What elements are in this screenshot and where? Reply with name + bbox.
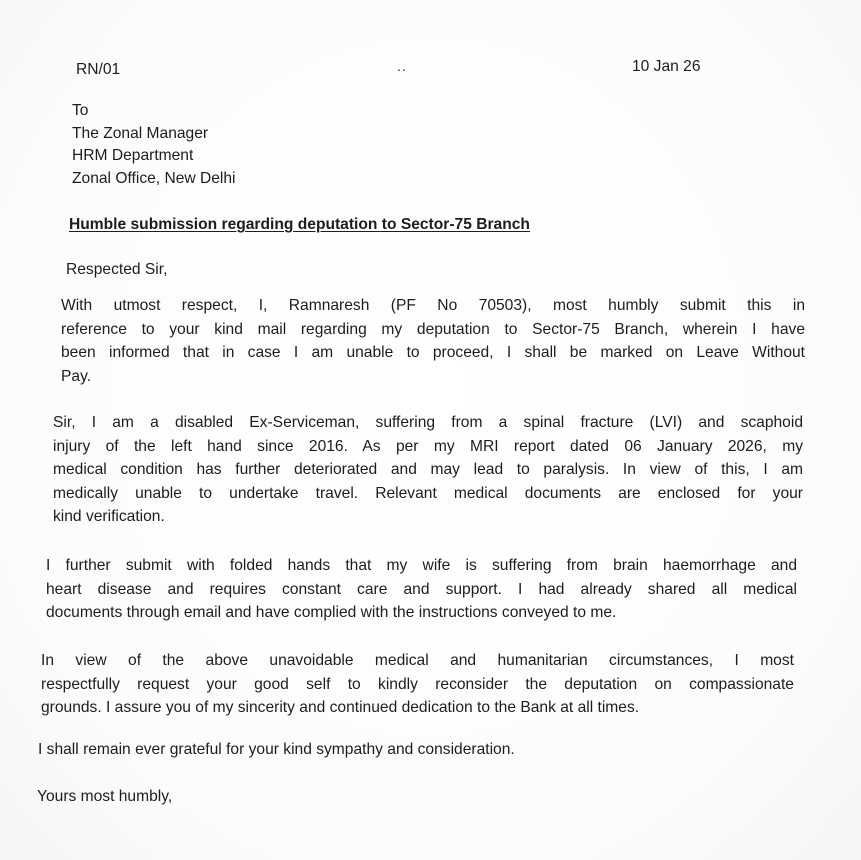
- paragraph-line: been informed that in case I am unable to proceed, I shall be marked on Leave Without: [61, 344, 805, 361]
- paragraph-line: documents through email and have complied with the instructions conveyed to me.: [46, 604, 617, 621]
- paragraph-line: respectfully request your good self to kindly reconsider the deputation on compassionate: [41, 675, 794, 693]
- paragraph-line: reference to your kind mail regarding my deputation to Sector-75 Branch, wherein I have: [61, 320, 805, 338]
- address-line: The Zonal Manager: [72, 124, 209, 142]
- paragraph-line: Sir, I am a disabled Ex-Serviceman, suffering from a spinal fracture (LVI) and scaphoid: [53, 414, 803, 431]
- paragraph-line: With utmost respect, I, Ramnaresh (PF No 70503), most humbly submit this in: [61, 297, 805, 314]
- paragraph-line: I shall remain ever grateful for your kind sympathy and consideration.: [38, 741, 515, 758]
- paragraph-line: I further submit with folded hands that my wife is suffering from brain haemorrhage and: [46, 557, 797, 574]
- closing-line: Yours most humbly,: [37, 788, 173, 805]
- paragraph: [41, 649, 794, 720]
- paragraph: [46, 554, 797, 625]
- paragraph-line: injury of the left hand since 2016. As per my MRI report dated 06 January 2026, my: [53, 437, 803, 455]
- subject-line: Humble submission regarding deputation to Sector-75 Branch: [69, 216, 530, 233]
- salutation: Respected Sir,: [66, 261, 168, 278]
- paragraph: [61, 294, 805, 388]
- paragraph-line: medically unable to undertake travel. Relevant medical documents are enclosed for your: [53, 484, 803, 502]
- address-line: Zonal Office, New Delhi: [72, 169, 236, 187]
- paragraph: [38, 738, 515, 762]
- header-mark: ..: [397, 58, 407, 74]
- paragraph-line: heart disease and requires constant care and support. I had already shared all medical: [46, 580, 797, 598]
- address-line: HRM Department: [72, 147, 194, 164]
- paragraph-line: medical condition has further deteriorated and may lead to paralysis. In view of this, I am: [53, 461, 803, 478]
- paragraph-line: In view of the above unavoidable medical and humanitarian circumstances, I most: [41, 652, 794, 669]
- paragraph: [53, 411, 803, 529]
- paragraph-line: kind verification.: [53, 508, 165, 525]
- reference-number: RN/01: [76, 61, 121, 78]
- recipient-address: [72, 100, 236, 190]
- letter-date: 10 Jan 26: [632, 58, 701, 75]
- address-line: To: [72, 102, 89, 119]
- paragraph-line: Pay.: [61, 367, 92, 385]
- paragraph-line: grounds. I assure you of my sincerity and continued dedication to the Bank at all times.: [41, 699, 640, 716]
